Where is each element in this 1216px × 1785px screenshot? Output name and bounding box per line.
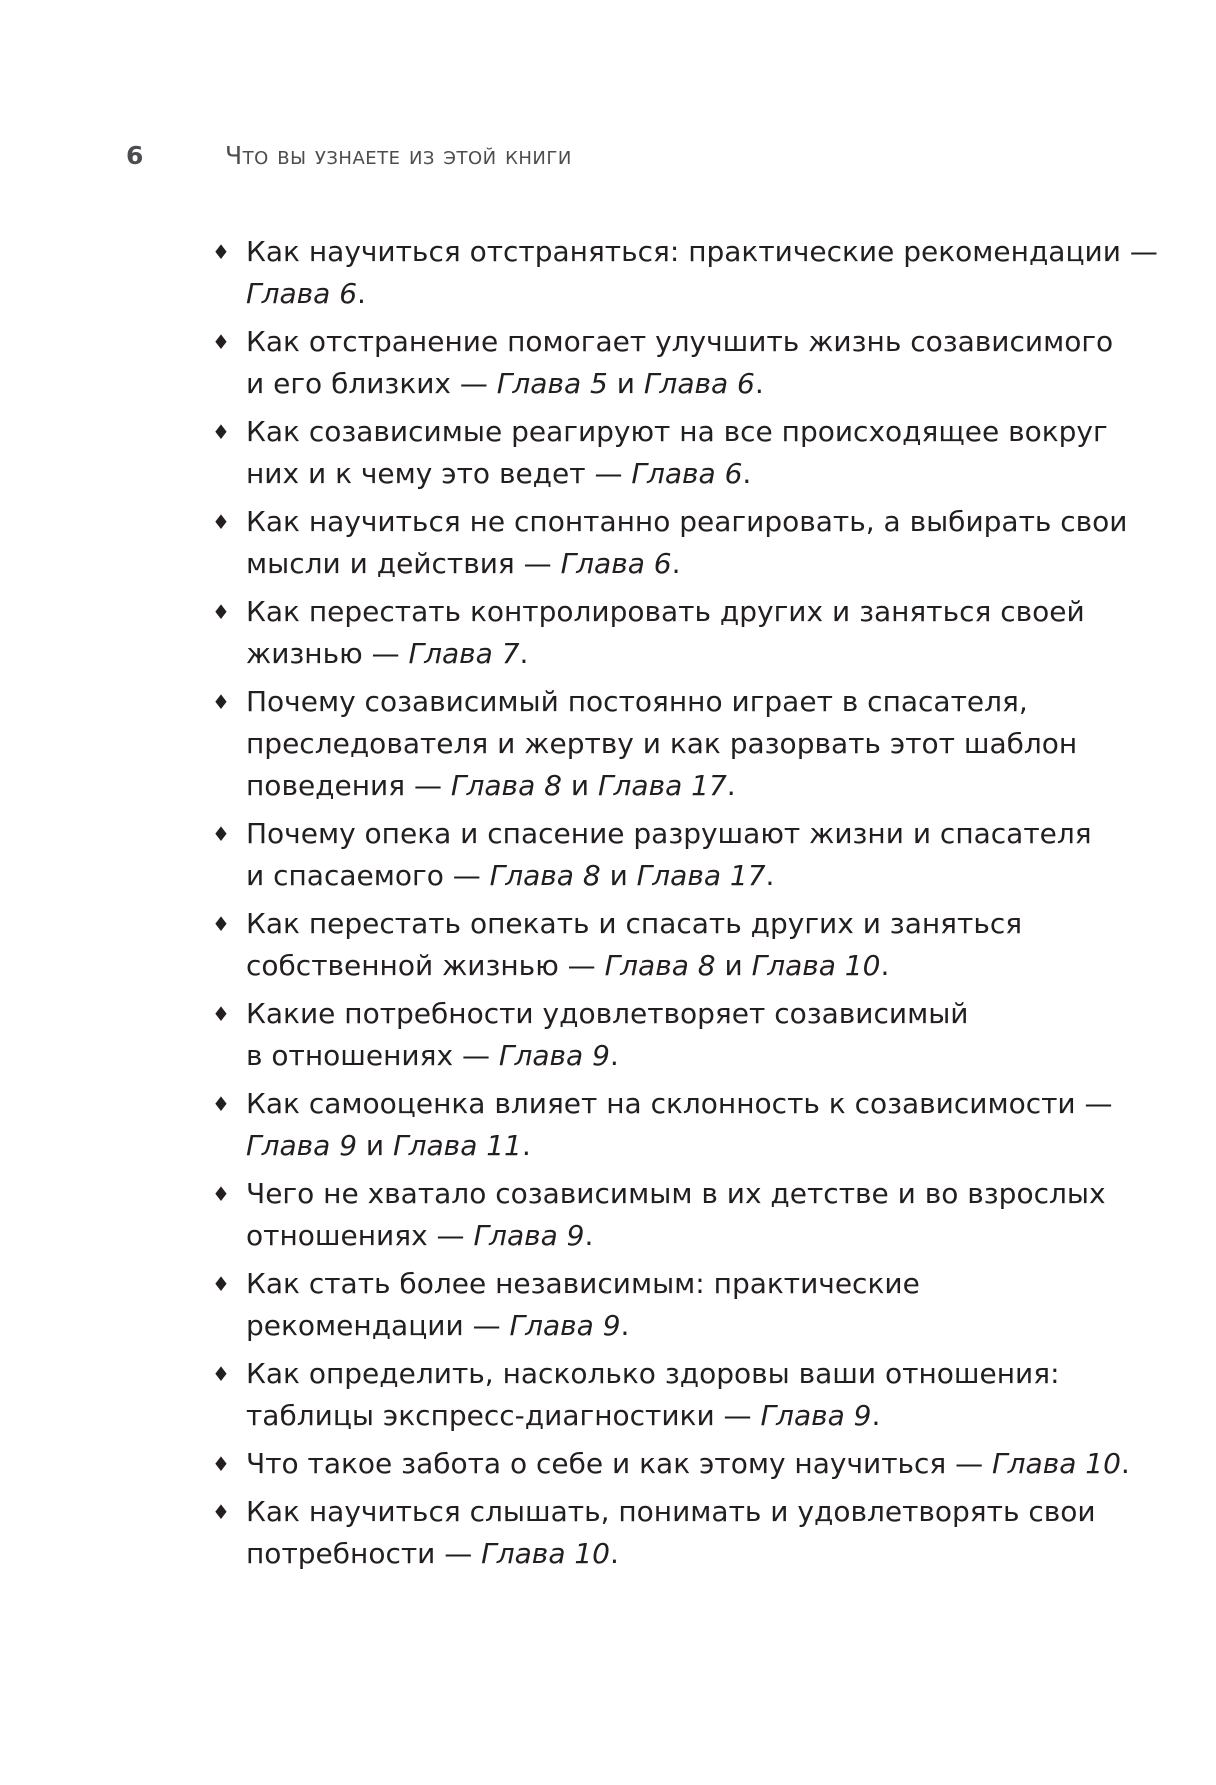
chapter-ref: Глава 9 — [760, 1399, 872, 1432]
item-punct: . — [610, 1537, 619, 1570]
diamond-bullet-icon: ♦ — [212, 1092, 230, 1116]
item-text: жизнью — — [246, 637, 409, 670]
chapter-ref: Глава 7 — [408, 637, 520, 670]
list-item — [212, 501, 1128, 585]
item-line: Почему опека и спасение разрушают жизни и спасателя — [246, 817, 1092, 850]
list-item — [212, 231, 1158, 315]
item-line: Почему созависимый постоянно играет в спасателя, — [246, 685, 1028, 718]
item-line — [246, 945, 1092, 987]
list-item — [212, 1353, 1092, 1437]
list-item — [212, 993, 1092, 1077]
page-number: 6 — [126, 141, 144, 170]
chapter-ref: Глава 6 — [246, 277, 358, 310]
item-punct: . — [671, 547, 681, 580]
diamond-bullet-icon: ♦ — [212, 822, 230, 846]
item-line — [246, 543, 1092, 585]
item-text: таблицы экспресс-диагностики — — [246, 1399, 761, 1432]
chapter-ref: Глава 8 — [604, 949, 716, 982]
diamond-bullet-icon: ♦ — [212, 1500, 230, 1524]
item-line: Как научиться слышать, понимать и удовлетворять свои — [246, 1495, 1096, 1528]
chapter-ref: Глава 9 — [509, 1309, 621, 1342]
list-item — [212, 1491, 1096, 1575]
list-item — [212, 411, 1108, 495]
item-text: рекомендации — — [246, 1309, 510, 1342]
item-line: Как отстранение помогает улучшить жизнь созависимого — [246, 325, 1114, 358]
item-line — [246, 1395, 1092, 1437]
chapter-ref: Глава 6 — [643, 367, 755, 400]
list-item — [212, 813, 1092, 897]
item-punct: . — [871, 1399, 881, 1432]
item-line: Как определить, насколько здоровы ваши отношения: — [246, 1357, 1060, 1390]
item-punct: . — [609, 1039, 619, 1072]
diamond-bullet-icon: ♦ — [212, 1362, 230, 1386]
item-punct: . — [754, 367, 764, 400]
item-punct: . — [521, 1129, 531, 1162]
list-item — [212, 1173, 1106, 1257]
chapter-ref: Глава 17 — [636, 859, 766, 892]
item-text: отношениях — — [246, 1219, 474, 1252]
item-line: Как самооценка влияет на склонность к созависимости — — [246, 1087, 1113, 1120]
item-line: Как перестать контролировать других и заняться своей — [246, 595, 1085, 628]
diamond-bullet-icon: ♦ — [212, 690, 230, 714]
item-line: Как научиться не спонтанно реагировать, а выбирать свои — [246, 505, 1128, 538]
chapter-ref: Глава 10 — [481, 1537, 610, 1570]
item-text: Что такое забота о себе и как этому научиться — — [246, 1447, 993, 1480]
diamond-bullet-icon: ♦ — [212, 330, 230, 354]
item-line: Как созависимые реагируют на все происходящее вокруг — [246, 415, 1108, 448]
item-line — [246, 1125, 1092, 1167]
item-punct: . — [357, 277, 366, 310]
diamond-bullet-icon: ♦ — [212, 1002, 230, 1026]
list-item — [212, 681, 1092, 807]
item-line — [246, 1035, 1092, 1077]
item-line — [246, 1215, 1092, 1257]
list-item — [212, 1263, 1092, 1347]
item-text: и — [715, 949, 752, 982]
item-text: потребности — — [246, 1537, 482, 1570]
diamond-bullet-icon: ♦ — [212, 420, 230, 444]
item-punct: . — [880, 949, 890, 982]
item-punct: . — [1120, 1447, 1130, 1480]
item-line: Какие потребности удовлетворяет созависимый — [246, 997, 969, 1030]
running-head: Что вы узнаете из этой книги — [225, 141, 572, 170]
chapter-topic-list — [212, 231, 1158, 1581]
item-line — [246, 765, 1092, 807]
list-item — [212, 1083, 1113, 1167]
item-text: и — [600, 859, 637, 892]
item-line: преследователя и жертву и как разорвать этот шаблон — [246, 727, 1078, 760]
chapter-ref: Глава 11 — [393, 1129, 522, 1162]
item-punct: . — [742, 457, 752, 490]
chapter-ref: Глава 8 — [489, 859, 601, 892]
chapter-ref: Глава 9 — [246, 1129, 358, 1162]
chapter-ref: Глава 9 — [473, 1219, 585, 1252]
item-punct: . — [519, 637, 529, 670]
diamond-bullet-icon: ♦ — [212, 912, 230, 936]
list-item — [212, 903, 1092, 987]
item-line — [246, 633, 1092, 675]
diamond-bullet-icon: ♦ — [212, 240, 230, 264]
item-text: и — [607, 367, 644, 400]
item-line — [246, 1443, 1130, 1485]
item-text: мысли и действия — — [246, 547, 561, 580]
item-text: и его близких — — [246, 367, 497, 400]
item-punct: . — [765, 859, 775, 892]
item-line — [246, 1305, 1092, 1347]
chapter-ref: Глава 10 — [751, 949, 881, 982]
diamond-bullet-icon: ♦ — [212, 510, 230, 534]
chapter-ref: Глава 10 — [992, 1447, 1121, 1480]
item-line: Как перестать опекать и спасать других и заняться — [246, 907, 1023, 940]
list-item — [212, 321, 1114, 405]
item-line — [246, 273, 1092, 315]
chapter-ref: Глава 6 — [631, 457, 743, 490]
chapter-ref: Глава 9 — [498, 1039, 610, 1072]
item-punct: . — [584, 1219, 594, 1252]
item-text: и — [561, 769, 598, 802]
item-line: Как стать более независимым: практические — [246, 1267, 920, 1300]
item-text: собственной жизнью — — [246, 949, 605, 982]
item-text: и — [357, 1129, 394, 1162]
item-punct: . — [726, 769, 736, 802]
chapter-ref: Глава 6 — [560, 547, 672, 580]
item-text: и спасаемого — — [246, 859, 490, 892]
item-line — [246, 855, 1092, 897]
list-item — [212, 1443, 1130, 1485]
item-line — [246, 453, 1092, 495]
chapter-ref: Глава 17 — [597, 769, 727, 802]
item-punct: . — [620, 1309, 630, 1342]
diamond-bullet-icon: ♦ — [212, 600, 230, 624]
diamond-bullet-icon: ♦ — [212, 1272, 230, 1296]
chapter-ref: Глава 5 — [496, 367, 608, 400]
item-line — [246, 363, 1092, 405]
item-text: них и к чему это ведет — — [246, 457, 632, 490]
item-text: поведения — — [246, 769, 451, 802]
item-line: Как научиться отстраняться: практические рекомендации — — [246, 235, 1158, 268]
item-line: Чего не хватало созависимым в их детстве и во взрослых — [246, 1177, 1106, 1210]
item-text: в отношениях — — [246, 1039, 499, 1072]
diamond-bullet-icon: ♦ — [212, 1452, 230, 1476]
diamond-bullet-icon: ♦ — [212, 1182, 230, 1206]
item-line — [246, 1533, 1092, 1575]
list-item — [212, 591, 1092, 675]
chapter-ref: Глава 8 — [450, 769, 562, 802]
